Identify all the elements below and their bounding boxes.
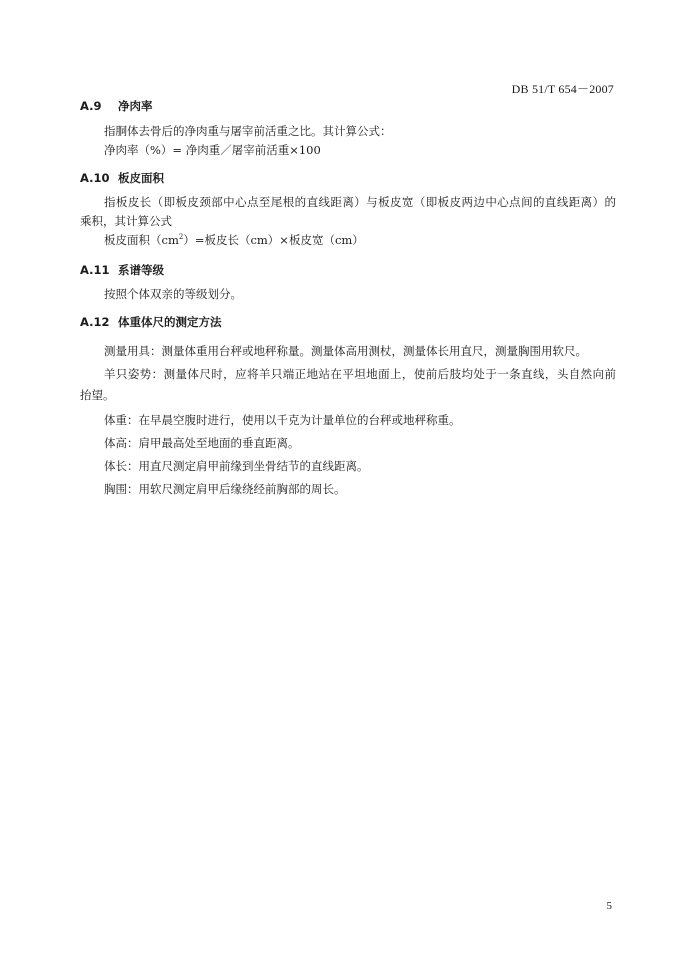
section-title: 板皮面积 bbox=[118, 171, 164, 185]
section-number: A.12 bbox=[80, 315, 110, 329]
paragraph-weight: 体重：在早晨空腹时进行，使用以千克为计量单位的台秤或地秤称重。 bbox=[104, 413, 461, 427]
formula-exponent: 2 bbox=[178, 233, 184, 242]
section-heading-a11 bbox=[80, 262, 164, 278]
section-number: A.9 bbox=[80, 99, 102, 113]
formula-suffix: ）=板皮长（cm）×板皮宽（cm） bbox=[183, 233, 364, 247]
section-title: 体重体尺的测定方法 bbox=[118, 315, 222, 329]
formula bbox=[104, 233, 364, 248]
paragraph: 按照个体双亲的等级划分。 bbox=[104, 287, 242, 301]
section-heading-a9 bbox=[80, 98, 153, 114]
paragraph: 指胴体去骨后的净肉重与屠宰前活重之比。其计算公式： bbox=[104, 124, 392, 138]
paragraph-height: 体高：肩甲最高处至地面的垂直距离。 bbox=[104, 436, 300, 450]
paragraph-posture: 羊只姿势：测量体尺时，应将羊只端正地站在平坦地面上，使前后肢均处于一条直线，头自然向前 bbox=[104, 367, 616, 381]
section-heading-a10 bbox=[80, 170, 164, 186]
section-title: 净肉率 bbox=[118, 99, 153, 113]
paragraph-length: 体长：用直尺测定肩甲前缘到坐骨结节的直线距离。 bbox=[104, 459, 369, 473]
paragraph-continuation: 抬望。 bbox=[80, 388, 115, 402]
page-number: 5 bbox=[606, 900, 612, 912]
paragraph-girth: 胸围：用软尺测定肩甲后缘绕经前胸部的周长。 bbox=[104, 482, 346, 496]
formula: 净肉率（%）= 净肉重／屠宰前活重×100 bbox=[104, 143, 321, 157]
paragraph-tools: 测量用具：测量体重用台秤或地秤称量。测量体高用测杖，测量体长用直尺，测量胸围用软尺。 bbox=[104, 344, 587, 358]
standard-code: DB 51/T 654－2007 bbox=[511, 82, 614, 96]
section-number: A.10 bbox=[80, 171, 110, 185]
section-number: A.11 bbox=[80, 263, 110, 277]
section-heading-a12 bbox=[80, 314, 222, 330]
paragraph-continuation: 乘积，其计算公式 bbox=[80, 214, 172, 228]
section-title: 系谱等级 bbox=[118, 263, 164, 277]
formula-prefix: 板皮面积（cm bbox=[104, 233, 179, 247]
paragraph: 指板皮长（即板皮颈部中心点至尾根的直线距离）与板皮宽（即板皮两边中心点间的直线距离）的 bbox=[104, 195, 616, 209]
